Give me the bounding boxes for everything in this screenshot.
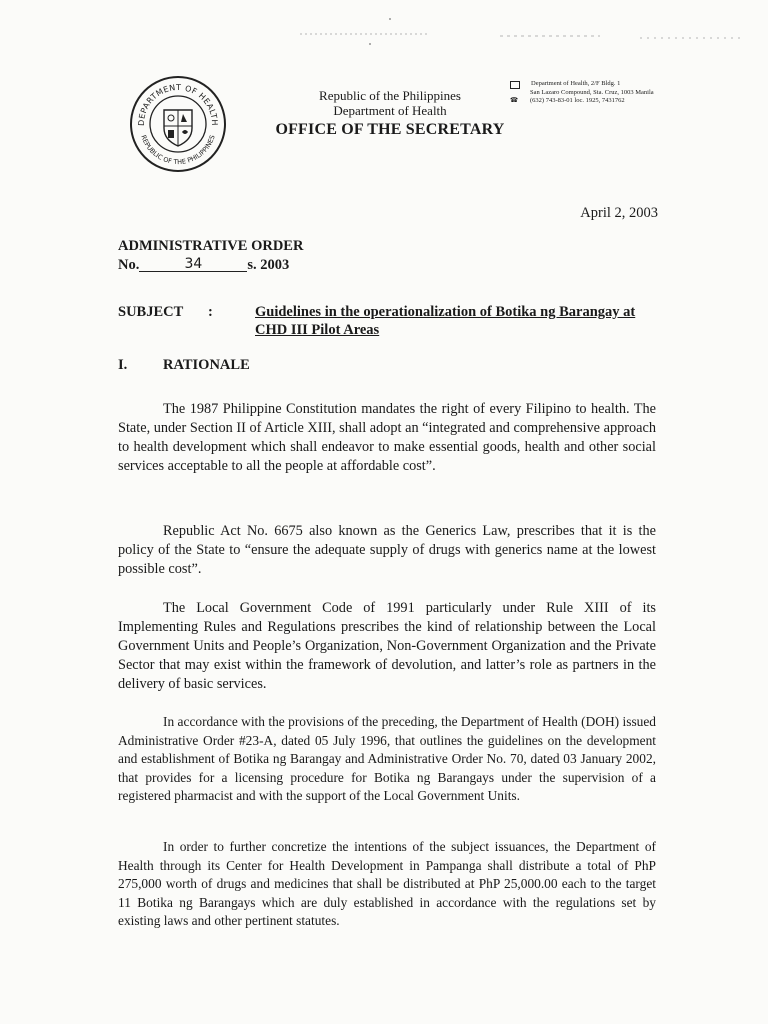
contact-block (510, 80, 750, 105)
paragraph-doh-orders: In accordance with the provisions of the preceding, the Department of Health (DOH) issued Administrative Order #23-A, dated 05 July 1996, that outlines the guidelines on the development and establishment of Botika ng Barangay and Administrative Order No. 70, dated 03 January 2002, that provides for a licensing procedure for Botika ng Barangays under the supervision of a registered pharmacist and with the support of the Local Government Units. (118, 714, 656, 804)
order-title: ADMINISTRATIVE ORDER (118, 238, 304, 254)
order-number: 34 (139, 257, 247, 272)
svg-text:DEPARTMENT OF HEALTH: DEPARTMENT OF HEALTH (136, 82, 220, 127)
contact-address: San Lazaro Compound, Sta. Cruz, 1003 Manila (530, 89, 654, 96)
phone-icon: ☎ (510, 97, 519, 104)
office-title: OFFICE OF THE SECRETARY (275, 121, 505, 138)
paragraph-generics-law: Republic Act No. 6675 also known as the Generics Law, prescribes that it is the policy of the State to “ensure the adequate supply of drugs with generics name at the lowest possible cost”. (118, 523, 656, 578)
svg-text:REPUBLIC OF THE PHILIPPINES: REPUBLIC OF THE PHILIPPINES (139, 134, 217, 167)
department-line: Department of Health (333, 103, 447, 118)
section-heading: I. RATIONALE (118, 357, 250, 373)
contact-building: Department of Health, 2/F Bldg. 1 (510, 80, 750, 89)
paragraph-constitution: The 1987 Philippine Constitution mandates the right of every Filipino to health. The State, under Section II of Article XIII, shall adopt an “integrated and comprehensive approach to health development which shall endeavor to make essential goods, health and other social services acceptable to all the people at affordable cost”. (118, 401, 656, 475)
scan-artifact (300, 14, 740, 50)
subject-label: SUBJECT (118, 304, 184, 320)
subject-text: Guidelines in the operationalization of Botika ng Barangay at CHD III Pilot Areas (255, 304, 636, 338)
document-date: April 2, 2003 (580, 205, 658, 221)
administrative-order-block (118, 237, 303, 275)
paragraph-distribution: In order to further concretize the intentions of the subject issuances, the Department of Health through its Center for Health Development in Pampanga shall distribute a total of PhP 275,000 worth of drugs and medicines that shall be distributed at PhP 25,000.00 each to the target 11 Botika ng Barangays which are duly established in accordance with the regulations set by existing laws and other pertinent statutes. (118, 839, 656, 929)
republic-line: Republic of the Philippines (319, 88, 461, 103)
paragraph-local-government-code: The Local Government Code of 1991 particularly under Rule XIII of its Implementing Rules and Regulations prescribes the kind of relationship between the Local Government Units and People’s Organization, Non-Government Organization and the Private Sector that may exist within the framework of devolution, and latter’s role as partners in the delivery of basic services. (118, 600, 656, 693)
doh-seal-logo (128, 74, 228, 174)
document-page: DEPARTMENT OF HEALTH REPUBLIC OF THE PHILIPPINES Republic of the Philippines Department of Health OFFICE OF THE SECRETARY Department of Health, 2/F Bldg. 1 San Lazaro Compound, Sta. Cruz, 1003 Manila ☎ (632) 743-83-01 loc. 1925, 7431762 April 2, 2003 ADMINISTRATIVE ORDER No. 34 s. 2003 SUBJECT : Guidelines in the operationalization of Botika ng Barangay at CHD III Pilot Areas I. RATIONALE The 1987 Philippine Constitution mandates the right of every Filipino to health. The State, under Section II of Article XIII, shall adopt an “integrated and comprehensive approach to health development which shall endeavor to make essential goods, health and other social services acceptable to all the people at affordable cost”. Republic Act No. 6675 also known as the Generics Law, prescribes that it is the policy of the State to “ensure the adequate supply of drugs with generics name at the lowest possible cost”. The Local Government Code of 1991 particularly under Rule XIII of its Implementing Rules and Regulations prescribes the kind of relationship between the Local Government Units and People’s Organization, Non-Government Organization and the Private Sector that may exist within the framework of devolution, and latter’s role as partners in the delivery of basic services. In accordance with the provisions of the preceding, the Department of Health (DOH) issued Administrative Order #23-A, dated 05 July 1996, that outlines the guidelines on the development and establishment of Botika ng Barangay and Administrative Order No. 70, dated 03 January 2002, that provides for a licensing procedure for Botika ng Barangays under the supervision of a registered pharmacist and with the support of the Local Government Units. In order to further concretize the intentions of the subject issuances, the Department of Health through its Center for Health Development in Pampanga shall distribute a total of PhP 275,000 worth of drugs and medicines that shall be distributed at PhP 25,000.00 each to the target 11 Botika ng Barangays which are duly established in accordance with the regulations set by existing laws and other pertinent statutes. (0, 0, 768, 1024)
mail-icon (510, 81, 520, 89)
contact-phone: ☎ (632) 743-83-01 loc. 1925, 7431762 (510, 97, 625, 104)
order-number-line: No. 34 s. 2003 (118, 256, 290, 273)
letterhead (270, 88, 510, 140)
